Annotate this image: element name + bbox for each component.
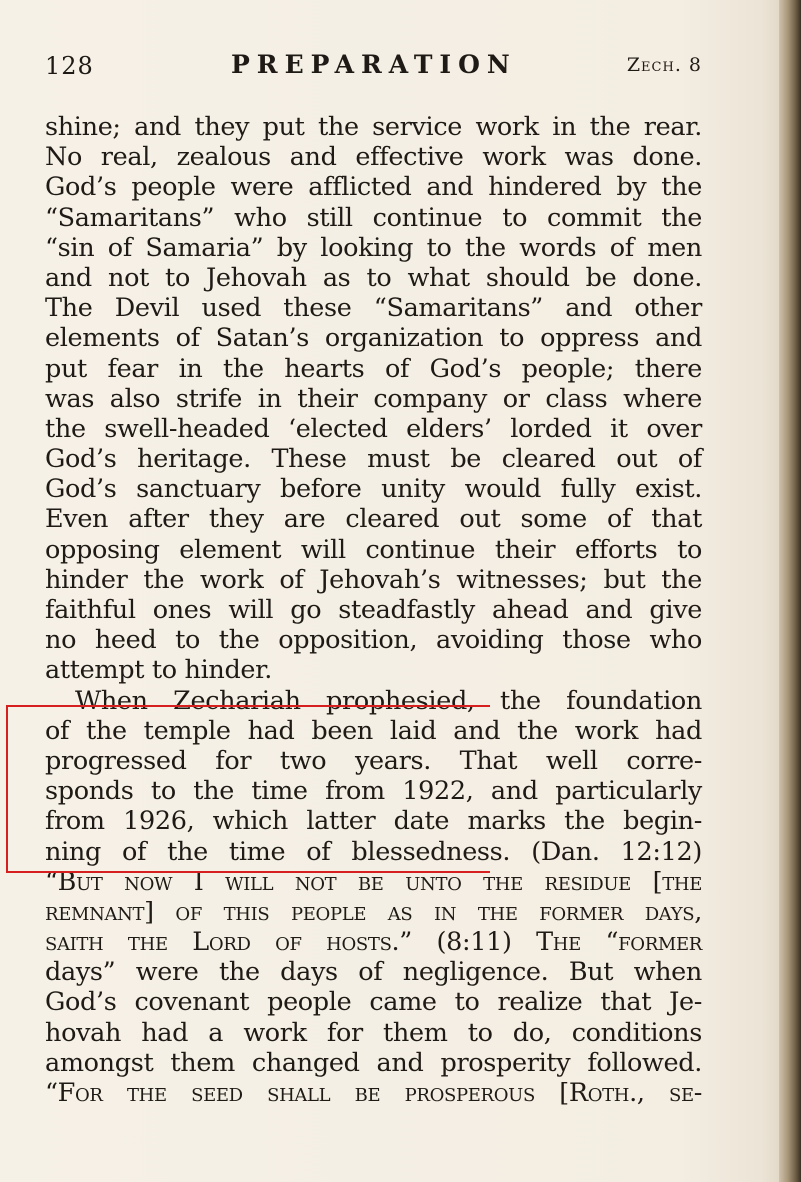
text-line: remnant] of this people as in the former days,: [45, 896, 702, 927]
red-annotation-bracket: [6, 705, 490, 873]
text-line: amongst them changed and prosperity followed.: [45, 1047, 702, 1078]
text-line: sponds to the time from 1922, and particularly: [45, 776, 702, 807]
text-line: hinder the work of Jehovah’s witnesses; but the: [45, 564, 702, 595]
body-text: [45, 112, 702, 1108]
text-line: hovah had a work for them to do, conditions: [45, 1017, 702, 1048]
text-line: opposing element will continue their efforts to: [45, 534, 702, 565]
text-line: “Samaritans” who still continue to commit the: [45, 202, 702, 233]
text-line: God’s heritage. These must be cleared out of: [45, 444, 702, 475]
chapter-reference: Zech. 8: [626, 54, 702, 76]
text-line: “sin of Samaria” by looking to the words of men: [45, 232, 702, 263]
text-line: no heed to the opposition, avoiding those who: [45, 625, 702, 656]
text-line: put fear in the hearts of God’s people; there: [45, 353, 702, 384]
text-line: No real, zealous and effective work was done.: [45, 142, 702, 173]
text-line: and not to Jehovah as to what should be done.: [45, 262, 702, 293]
text-line: saith the Lord of hosts.” (8:11) The “former: [45, 927, 702, 958]
text-line: elements of Satan’s organization to oppress and: [45, 323, 702, 354]
text-line: was also strife in their company or class where: [45, 383, 702, 414]
text-line: shine; and they put the service work in the rear.: [45, 112, 702, 142]
text-line: “For the seed shall be prosperous [Roth., se-: [45, 1078, 702, 1108]
text-line: progressed for two years. That well corre-: [45, 745, 702, 776]
text-line: the swell-headed ‘elected elders’ lorded it over: [45, 413, 702, 444]
book-spine-shadow: [779, 0, 801, 1182]
running-title: PREPARATION: [231, 50, 517, 79]
text-line: God’s sanctuary before unity would fully exist.: [45, 474, 702, 505]
text-line: God’s covenant people came to realize that Je-: [45, 987, 702, 1018]
text-line: days” were the days of negligence. But when: [45, 957, 702, 988]
text-line: faithful ones will go steadfastly ahead and give: [45, 595, 702, 625]
text-line: ning of the time of blessedness. (Dan. 12:12): [45, 836, 702, 867]
page-header: [45, 52, 705, 86]
text-line: of the temple had been laid and the work had: [45, 715, 702, 746]
page-number: 128: [45, 52, 94, 80]
text-line: attempt to hinder.: [45, 655, 272, 686]
text-line: from 1926, which latter date marks the begin-: [45, 806, 702, 837]
text-line: “But now I will not be unto the residue [the: [45, 866, 702, 897]
text-line: God’s people were afflicted and hindered by the: [45, 172, 702, 203]
text-line: Even after they are cleared out some of that: [45, 504, 702, 535]
text-line: The Devil used these “Samaritans” and other: [45, 293, 702, 324]
text-line: When Zechariah prophesied, the foundation: [75, 685, 702, 716]
